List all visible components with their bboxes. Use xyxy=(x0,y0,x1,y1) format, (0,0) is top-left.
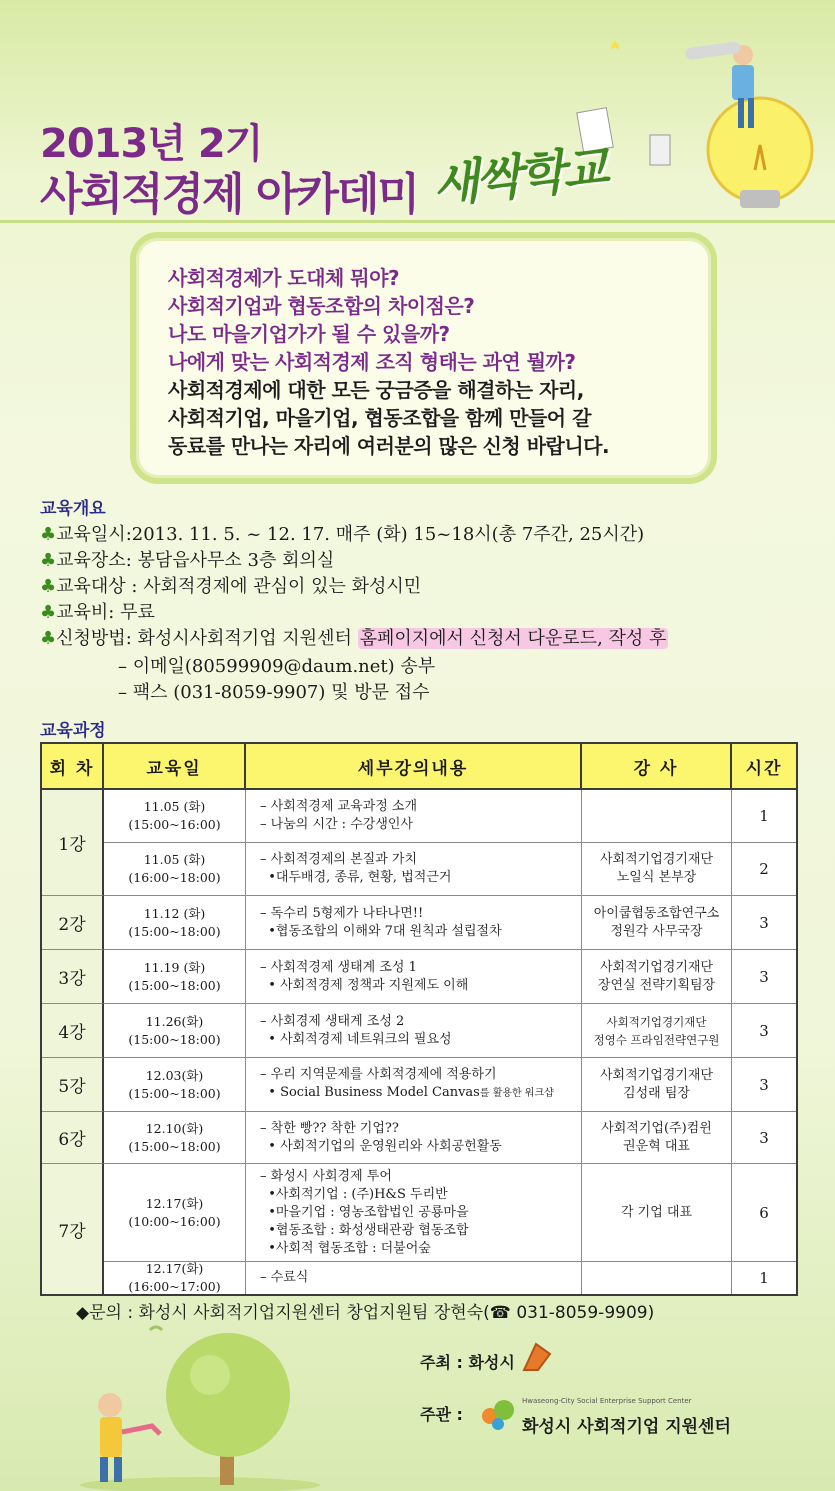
intro-question: 나도 마을기업가가 될 수 있을까? xyxy=(168,322,450,346)
lecture-label: 4강 xyxy=(42,1004,104,1058)
brand-logo-text: 새싹학교 xyxy=(430,140,609,214)
session-instructor: 아이쿱협동조합연구소 정원각 사무국장 xyxy=(582,896,732,950)
lecture-label: 3강 xyxy=(42,950,104,1004)
session-instructor: 사회적기업경기재단 노일식 본부장 xyxy=(582,843,732,896)
intro-question: 사회적경제가 도대체 뭐야? xyxy=(168,266,400,290)
lecture-label: 2강 xyxy=(42,896,104,950)
club-icon: ♣ xyxy=(40,576,57,597)
session-date: 11.05 (화) (15:00~16:00) xyxy=(104,790,246,843)
session-content: – 화성시 사회경제 투어 •사회적기업 : (주)H&S 두리반 •마을기업 : 영농조합법인 공룡마을 •협동조합 : 화성생태관광 협동조합 •사회적 협동조합 : 더불어숲 xyxy=(246,1164,582,1262)
session-date: 12.17(화) (16:00~17:00) xyxy=(104,1262,246,1294)
center-logo-icon xyxy=(476,1390,520,1434)
header-content: 세부강의내용 xyxy=(246,744,582,790)
session-date: 12.10(화) (15:00~18:00) xyxy=(104,1112,246,1164)
header-hours: 시간 xyxy=(732,744,796,790)
lecture-label: 7강 xyxy=(42,1164,104,1294)
host-label: 주최 : 화성시 xyxy=(420,1353,515,1372)
intro-statement: 동료를 만나는 자리에 여러분의 많은 신청 바랍니다. xyxy=(168,434,610,458)
header-round: 회 차 xyxy=(42,744,104,790)
session-date: 11.26(화) (15:00~18:00) xyxy=(104,1004,246,1058)
session-date: 12.17(화) (10:00~16:00) xyxy=(104,1164,246,1262)
course-table xyxy=(40,742,798,1296)
session-hours: 6 xyxy=(732,1164,796,1262)
organizer-label: 주관 : xyxy=(420,1405,463,1424)
session-content: – 독수리 5형제가 나타나면!! •협동조합의 이해와 7대 원칙과 설립절차 xyxy=(246,896,582,950)
header-divider xyxy=(0,220,835,223)
intro-statement: 사회적기업, 마을기업, 협동조합을 함께 만들어 갈 xyxy=(168,406,591,430)
intro-question: 나에게 맞는 사회적경제 조직 형태는 과연 뭘까? xyxy=(168,350,576,374)
session-content: – 사회적경제 교육과정 소개 – 나눔의 시간 : 수강생인사 xyxy=(246,790,582,843)
session-hours: 2 xyxy=(732,843,796,896)
session-hours: 3 xyxy=(732,1004,796,1058)
intro-box xyxy=(130,232,717,484)
hwaseong-logo-icon xyxy=(520,1340,554,1374)
session-date: 12.03(화) (15:00~18:00) xyxy=(104,1058,246,1112)
tree-illustration xyxy=(70,1320,330,1491)
phone-icon: ☎ xyxy=(489,1303,511,1323)
session-content: – 사회적경제의 본질과 가치 •대두배경, 종류, 현황, 법적근거 xyxy=(246,843,582,896)
session-instructor: 각 기업 대표 xyxy=(582,1164,732,1262)
overview-title: 교육개요 xyxy=(40,499,106,519)
club-icon: ♣ xyxy=(40,602,57,623)
session-content: – 우리 지역문제를 사회적경제에 적용하기 • Social Business Model Canvas를 활용한 워크샵 xyxy=(246,1058,582,1112)
session-instructor: 사회적기업경기재단 정영수 프라임전략연구원 xyxy=(582,1004,732,1058)
session-date: 11.19 (화) (15:00~18:00) xyxy=(104,950,246,1004)
intro-question: 사회적기업과 협동조합의 차이점은? xyxy=(168,294,475,318)
lecture-label: 6강 xyxy=(42,1112,104,1164)
session-hours: 3 xyxy=(732,1058,796,1112)
club-icon: ♣ xyxy=(40,628,57,649)
course-title: 교육과정 xyxy=(40,721,106,741)
header-instructor: 강 사 xyxy=(582,744,732,790)
overview-item: ♣교육일시:2013. 11. 5. ~ 12. 17. 매주 (화) 15~18시(총 7주간, 25시간) xyxy=(40,524,645,545)
session-content: – 수료식 xyxy=(246,1262,582,1294)
organizer-name: 화성시 사회적기업 지원센터 xyxy=(522,1417,731,1437)
session-hours: 3 xyxy=(732,1112,796,1164)
apply-fax: – 팩스 (031-8059-9907) 및 방문 접수 xyxy=(118,682,430,703)
lecture-label: 5강 xyxy=(42,1058,104,1112)
club-icon: ♣ xyxy=(40,550,57,571)
session-hours: 1 xyxy=(759,1269,769,1287)
session-instructor xyxy=(582,790,732,843)
session-content: – 착한 빵?? 착한 기업?? • 사회적기업의 운영원리와 사회공헌활동 xyxy=(246,1112,582,1164)
session-hours: 3 xyxy=(732,950,796,1004)
session-instructor: 사회적기업(주)컴윈 권운혁 대표 xyxy=(582,1112,732,1164)
club-icon: ♣ xyxy=(40,524,57,545)
session-instructor: 사회적기업경기재단 장연실 전략기획팀장 xyxy=(582,950,732,1004)
apply-highlight: 홈페이지에서 신청서 다운로드, 작성 후 xyxy=(359,628,667,649)
session-hours: 1 xyxy=(732,790,796,843)
lecture-label: 1강 xyxy=(42,790,104,896)
header-date: 교육일 xyxy=(104,744,246,790)
overview-item: ♣교육장소: 봉담읍사무소 3층 회의실 xyxy=(40,550,335,571)
organizer-subtitle: Hwaseong-City Social Enterprise Support Center xyxy=(522,1397,692,1405)
apply-email: – 이메일(80599909@daum.net) 송부 xyxy=(118,656,436,677)
session-instructor: 사회적기업경기재단 김성래 팀장 xyxy=(582,1058,732,1112)
session-instructor xyxy=(582,1262,732,1294)
overview-item: ♣교육비: 무료 xyxy=(40,602,155,623)
intro-statement: 사회적경제에 대한 모든 궁금증을 해결하는 자리, xyxy=(168,378,584,402)
title-year: 2013년 2기 xyxy=(40,121,263,167)
session-date: 11.05 (화) (16:00~18:00) xyxy=(104,843,246,896)
page-title: 사회적경제 아카데미 xyxy=(40,169,418,220)
session-content: – 사회경제 생태계 조성 2 • 사회적경제 네트워크의 필요성 xyxy=(246,1004,582,1058)
contact-info: ◆문의 : 화성시 사회적기업지원센터 창업지원팀 장현숙(☎ 031-8059-9909) xyxy=(76,1303,655,1323)
session-date: 11.12 (화) (15:00~18:00) xyxy=(104,896,246,950)
session-hours: 3 xyxy=(732,896,796,950)
overview-item: ♣교육대상 : 사회적경제에 관심이 있는 화성시민 xyxy=(40,576,422,597)
overview-apply: ♣신청방법: 화성시사회적기업 지원센터 홈페이지에서 신청서 다운로드, 작성 후 xyxy=(40,628,667,649)
session-content: – 사회적경제 생태계 조성 1 • 사회적경제 정책과 지원제도 이해 xyxy=(246,950,582,1004)
